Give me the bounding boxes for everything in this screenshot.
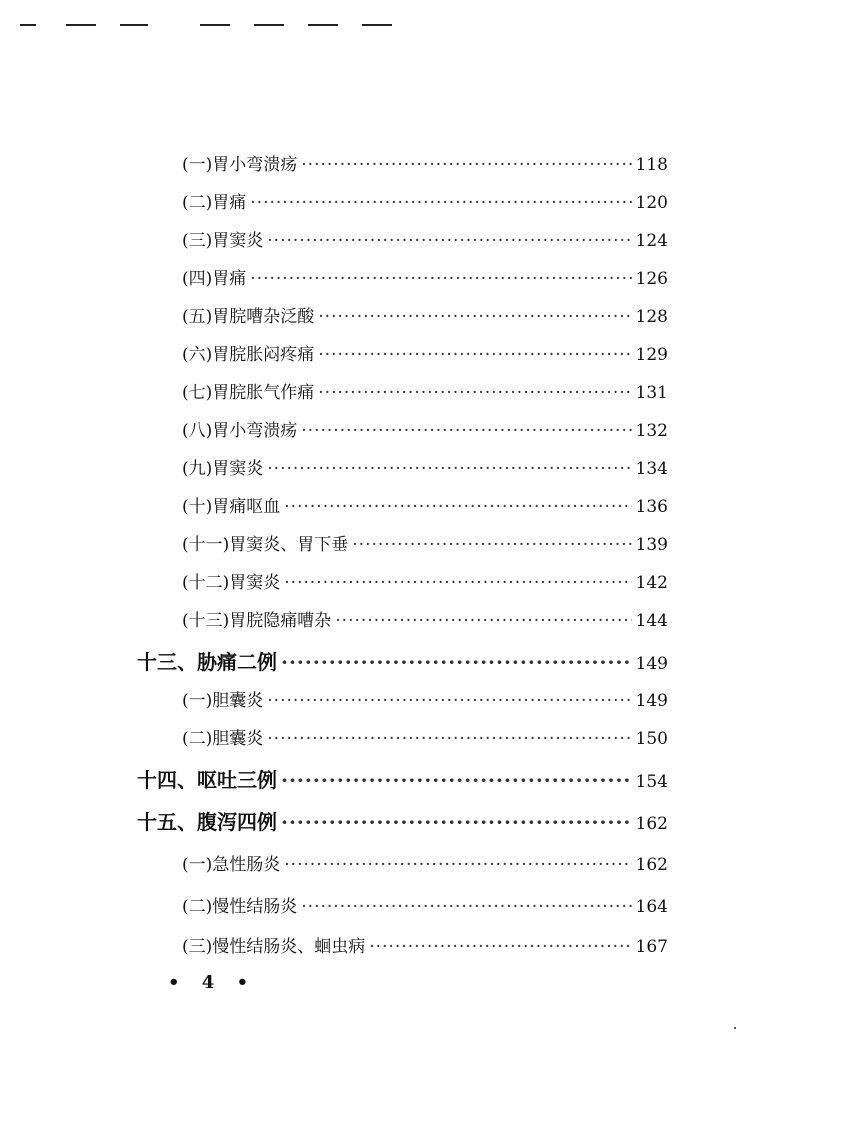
dot-leader: [301, 155, 631, 175]
dot-leader: [284, 573, 631, 593]
entry-title: (八)胃小弯溃疡: [182, 421, 298, 441]
toc-entry[interactable]: [182, 302, 668, 327]
entry-page: 167: [635, 937, 668, 957]
dot-leader: [369, 937, 631, 957]
toc-entry[interactable]: [182, 850, 668, 875]
toc-entry[interactable]: [182, 378, 668, 403]
section-title: 十四、呕吐三例: [137, 768, 277, 792]
dot-leader: [284, 497, 631, 517]
dot-leader: [267, 691, 631, 711]
entry-title: (五)胃脘嘈杂泛酸: [182, 307, 315, 327]
entry-title: (一)胃小弯溃疡: [182, 155, 298, 175]
dot-leader: [335, 611, 631, 631]
entry-page: 118: [635, 155, 668, 175]
entry-page: 164: [635, 897, 668, 917]
toc-entry[interactable]: [182, 530, 668, 555]
toc-entry[interactable]: [182, 686, 668, 711]
dot-leader: [267, 459, 631, 479]
entry-title: (二)胆囊炎: [182, 729, 264, 749]
entry-title: (一)急性肠炎: [182, 855, 281, 875]
toc-entry[interactable]: [182, 340, 668, 365]
dot-leader: [250, 269, 631, 289]
dot-leader: [281, 810, 632, 834]
entry-page: 126: [635, 269, 668, 289]
entry-page: 136: [635, 497, 668, 517]
entry-page: 131: [635, 383, 668, 403]
entry-title: (十一)胃窦炎、胃下垂: [182, 535, 349, 555]
entry-page: 150: [635, 729, 668, 749]
dot-leader: [250, 193, 631, 213]
dot-leader: [352, 535, 631, 555]
entry-page: 149: [635, 654, 668, 674]
entry-title: (四)胃痛: [182, 269, 247, 289]
toc-entry[interactable]: [182, 226, 668, 251]
dot-leader: [284, 855, 631, 875]
toc-entry[interactable]: [182, 724, 668, 749]
entry-title: (三)胃窦炎: [182, 231, 264, 251]
entry-page: 128: [635, 307, 668, 327]
dot-leader: [318, 345, 631, 365]
toc-entry[interactable]: [182, 454, 668, 479]
page-number: • 4 •: [168, 972, 257, 993]
toc-section[interactable]: [137, 646, 668, 675]
entry-title: (十二)胃窦炎: [182, 573, 281, 593]
entry-page: 120: [635, 193, 668, 213]
entry-title: (九)胃窦炎: [182, 459, 264, 479]
entry-page: 132: [635, 421, 668, 441]
entry-title: (二)胃痛: [182, 193, 247, 213]
dot-leader: [267, 231, 631, 251]
toc-entry[interactable]: [182, 892, 668, 917]
section-title: 十五、腹泻四例: [137, 810, 277, 834]
entry-page: 154: [635, 772, 668, 792]
toc-section[interactable]: [137, 806, 668, 835]
entry-title: (二)慢性结肠炎: [182, 897, 298, 917]
toc-entry[interactable]: [182, 188, 668, 213]
toc-entry[interactable]: [182, 150, 668, 175]
entry-title: (三)慢性结肠炎、蛔虫病: [182, 937, 366, 957]
entry-title: (十三)胃脘隐痛嘈杂: [182, 611, 332, 631]
entry-title: (十)胃痛呕血: [182, 497, 281, 517]
dot-leader: [318, 383, 631, 403]
dot-leader: [281, 768, 632, 792]
section-title: 十三、胁痛二例: [137, 650, 277, 674]
entry-page: 134: [635, 459, 668, 479]
toc-entry[interactable]: [182, 264, 668, 289]
entry-page: 144: [635, 611, 668, 631]
dot-leader: [318, 307, 631, 327]
dot-leader: [301, 897, 631, 917]
toc-entry[interactable]: [182, 492, 668, 517]
entry-page: 142: [635, 573, 668, 593]
dot-leader: [267, 729, 631, 749]
entry-page: 162: [635, 855, 668, 875]
entry-title: (一)胆囊炎: [182, 691, 264, 711]
toc-entry[interactable]: [182, 606, 668, 631]
dot-leader: [281, 650, 632, 674]
entry-page: 162: [635, 814, 668, 834]
toc-entry[interactable]: [182, 416, 668, 441]
toc-section[interactable]: [137, 764, 668, 793]
toc-entry[interactable]: [182, 932, 668, 957]
entry-page: 129: [635, 345, 668, 365]
toc-entry[interactable]: [182, 568, 668, 593]
entry-page: 124: [635, 231, 668, 251]
entry-title: (七)胃脘胀气作痛: [182, 383, 315, 403]
entry-page: 139: [635, 535, 668, 555]
dot-leader: [301, 421, 631, 441]
entry-title: (六)胃脘胀闷疼痛: [182, 345, 315, 365]
entry-page: 149: [635, 691, 668, 711]
scan-speck: [734, 1027, 736, 1029]
